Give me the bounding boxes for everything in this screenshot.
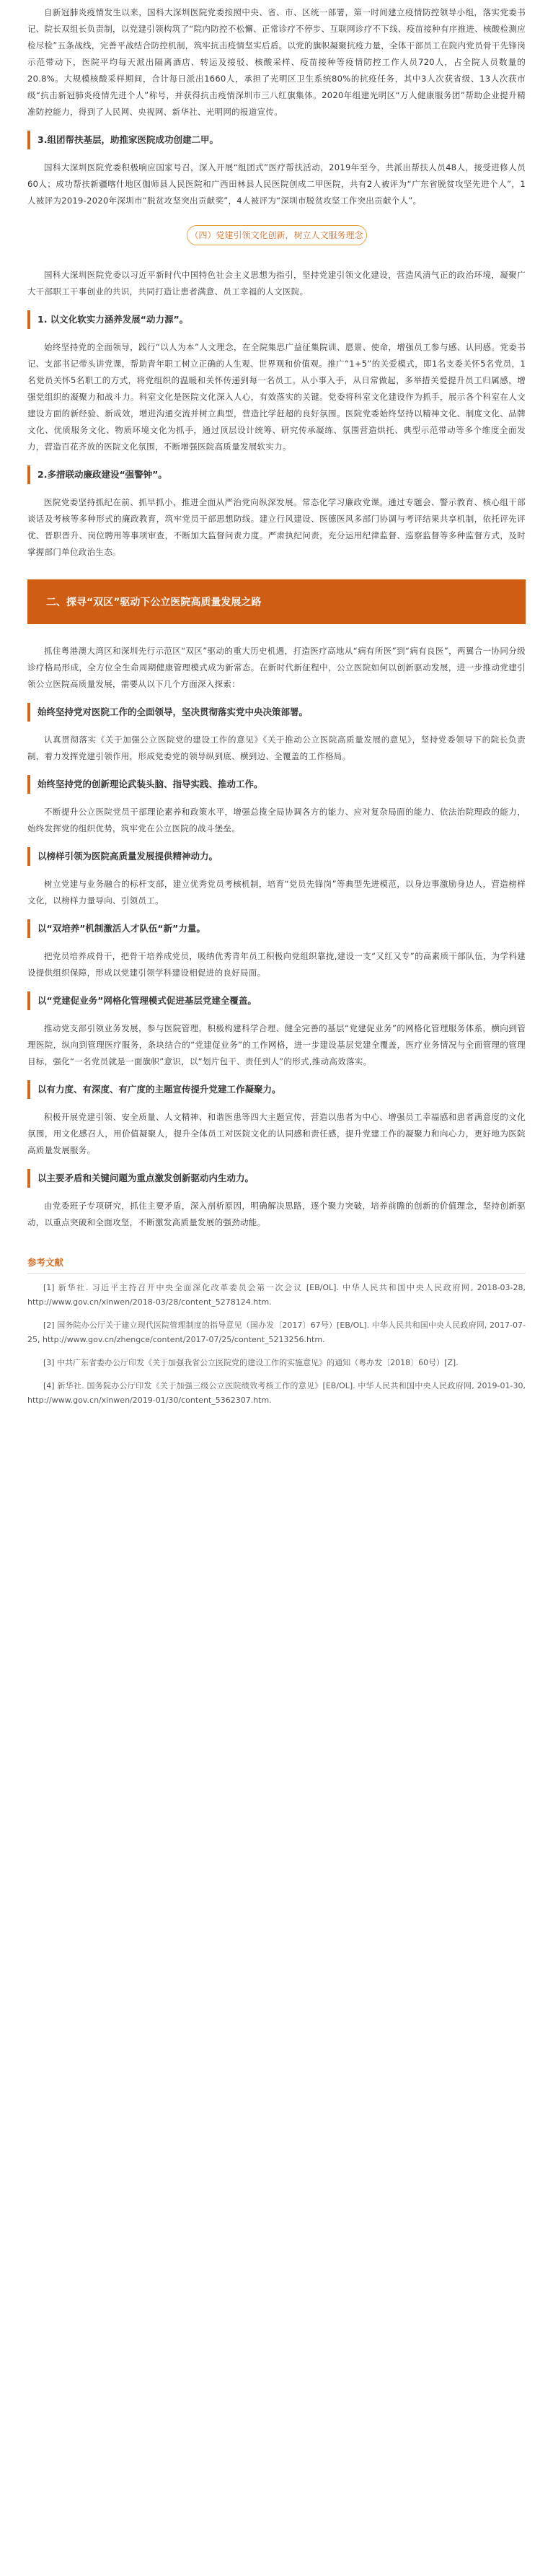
chapter-intro-paragraph: 抓住粤港澳大湾区和深圳先行示范区“双区”驱动的重大历史机遇，打造医疗高地从“病有所医”到“病有良医”，两翼合一协同分级诊疗格局形成，全方位全生命周期健康管理模式成为新常态。在新时代新征程中，公立医院如何以创新驱动发展，进一步推动党建引领公立医院高质量发展，需要从以下几个方面深入探索： <box>27 646 526 689</box>
topic-paragraph-5: 推动党支部引领业务发展，参与医院管理，积极构建科学合理、健全完善的基层“党建促业务”的网格化管理服务体系，横向到管理医院，纵向到管理医疗服务，条块结合的“党建促业务”的工作网格，进一步建设基层党建全覆盖，医疗业务情况与全面管理的管理目标，强化“一名党员就是一面旗帜”意识，以“划片包干、责任到人”的形式,推动高效落实。 <box>27 1023 526 1066</box>
subsection-pill-heading: （四）党建引领文化创新，树立人文服务理念 <box>187 225 367 245</box>
intro-paragraph: 自新冠肺炎疫情发生以来，国科大深圳医院党委按照中央、省、市、区统一部署，第一时间建立疫情防控领导小组，落实党委书记、院长双组长负责制，以党建引领构筑了“院内防控不松懈、正常诊疗不停步、互联网诊疗不下线、疫苗接种有序推进、核酸检测应检尽检”五条战线，完善平战结合防控机制，筑牢抗击疫情坚实后盾。以党的旗帜凝聚抗疫力量，全体干部员工在院内党员骨干先锋岗示范带动下，医院平均每天派出隔离酒店、转运及接驳、核酸采样、疫苗接种等疫情防控工作人员720人，占全院人员数量的20.8%。大规模核酸采样期间，合计每日派出1660人，承担了光明区卫生系统80%的抗疫任务，其中3人次获省级、13人次获市级“抗击新冠肺炎疫情先进个人”称号，并获得抗击疫情深圳市三八红旗集体。2020年组建光明区“万人健康服务团”帮助企业提升精准防控能力，得到了人民网、央视网、新华社、光明网的报道宣传。 <box>27 7 526 117</box>
culture-intro-paragraph: 国科大深圳医院党委以习近平新时代中国特色社会主义思想为指引，坚持党建引领文化建设，营造风清气正的政治环境，凝聚广大干部职工干事创业的共识，共同打造让患者满意、员工幸福的人文医院。 <box>27 270 526 297</box>
references-list <box>27 1281 526 1408</box>
section-3-heading: 3.组团帮扶基层，助推家医院成功创建二甲。 <box>27 131 526 149</box>
topic-heading-1: 始终坚持党对医院工作的全面领导，坚决贯彻落实党中央决策部署。 <box>27 703 526 722</box>
topic-heading-5: 以“党建促业务”网格化管理模式促进基层党建全覆盖。 <box>27 991 526 1010</box>
reference-item: [3] 中共广东省委办公厅印发《关于加强我省公立医院党的建设工作的实施意见》的通知（粤办发〔2018〕60号）[Z]. <box>43 1358 459 1367</box>
culture-paragraph-1: 始终坚持党的全面领导，践行“以人为本”人文理念，在全院集思广益征集院训、愿景、使命，增强员工参与感、认同感。党委书记、支部书记带头讲党课，帮助青年职工树立正确的人生观、世界观和价值观。推广“1+5”的关爱模式，即1名支委关怀5名党员，1名党员关怀5名职工的方式，将党组织的温暖和关怀传递到每一名员工。从小事入手，从日常做起，多举措关爱提升员工归属感，增强党组织的凝聚力和战斗力。科室文化是医院文化深入人心，有效落实的关键。党委将科室文化建设作为抓手，展示各个科室在人文建设方面的新经验、新成效，增进沟通交流并树立典型，营造比学赶超的良好氛围。医院党委始终坚持以精神文化、制度文化、品牌文化、优质服务文化、物质环境文化为抓手，通过顶层设计统筹、研究传承凝练、氛围营造烘托、典型示范带动等多个维度全面发力，营造百花齐放的医院文化氛围，不断增强医院高质量发展软实力。 <box>27 342 526 452</box>
reference-item: [2] 国务院办公厅关于建立现代医院管理制度的指导意见（国办发〔2017〕67号）[EB/OL]. 中华人民共和国中央人民政府网, 2017-07-25, http://www.gov.cn/zhengce/content/2017-07/25/content_5213256.htm. <box>27 1320 526 1344</box>
topic-paragraph-6: 积极开展党建引领、安全质量、人文精神、和谐医患等四大主题宣传，营造以患者为中心、增强员工幸福感和患者满意度的文化氛围，用文化感召人，用价值凝聚人，提升全体员工对医院文化的认同感和责任感，提升党建工作的凝聚力和向心力，更好地为医院高质量发展服务。 <box>27 1112 526 1155</box>
references-title: 参考文献 <box>27 1256 526 1274</box>
topic-heading-4: 以“双培养”机制激活人才队伍“新”力量。 <box>27 919 526 938</box>
chapter-banner-title: 二、探寻“双区”驱动下公立医院高质量发展之路 <box>46 597 262 608</box>
culture-heading-1: 1. 以文化软实力涵养发展“动力源”。 <box>27 310 526 329</box>
reference-item: [4] 新华社. 国务院办公厅印发《关于加强三级公立医院绩效考核工作的意见》[EB/OL]. 中华人民共和国中央人民政府网, 2019-01-30, http://www.gov.cn/xinwen/2019-01/30/content_5362307.htm. <box>27 1381 526 1405</box>
topic-paragraph-3: 树立党建与业务融合的标杆支部，建立优秀党员考核机制，培育“党员先锋岗”等典型先进模范，以身边事激励身边人，营造榜样文化，以榜样力量导向、引领员工。 <box>27 879 526 906</box>
topic-paragraph-2: 不断提升公立医院党员干部理论素养和政策水平，增强总揽全局协调各方的能力、应对复杂局面的能力、依法治院理政的能力，始终发挥党的组织优势，筑牢党在公立医院的战斗堡垒。 <box>27 807 526 833</box>
section-3-paragraph: 国科大深圳医院党委积极响应国家号召，深入开展“组团式”医疗帮扶活动，2019年至今，共派出帮扶人员48人，接受进修人员60人；成功帮扶新疆喀什地区伽师县人民医院和广西田林县人民医院创成二甲医院，共有2人被评为“广东省脱贫攻坚先进个人”，1人被评为2019-2020年深圳市“脱贫攻坚突出贡献奖”，4人被评为“深圳市脱贫攻坚工作突出贡献个人”。 <box>27 162 526 206</box>
topic-heading-7: 以主要矛盾和关键问题为重点激发创新驱动内生动力。 <box>27 1169 526 1188</box>
topic-paragraph-1: 认真贯彻落实《关于加强公立医院党的建设工作的意见》《关于推动公立医院高质量发展的意见》，坚持党委领导下的院长负责制，着力发挥党建引领作用，形成党委党的领导纵到底、横到边、全覆盖的工作格局。 <box>27 735 526 761</box>
topic-paragraph-4: 把党员培养成骨干，把骨干培养成党员，吸纳优秀青年员工积极向党组织靠拢,建设一支“又红又专”的高素质干部队伍，为学科建设提供组织保障，形成以党建引领学科建设相促进的良好局面。 <box>27 951 526 978</box>
culture-paragraph-2: 医院党委坚持抓纪在前、抓早抓小，推进全面从严治党向纵深发展。常态化学习廉政党课。通过专题会、警示教育、核心组干部谈话及考核等多种形式的廉政教育，筑牢党员干部思想防线。建立行风建设、医德医风多部门协调与考评结果共享机制，依托评先评优、晋职晋升、岗位聘用等事项审查，不断加大监督问责力度。严肃执纪问责，充分运用纪律监督、巡察监督等多种监督方式，及时掌握部门单位政治生态。 <box>27 497 526 557</box>
topic-paragraph-7: 由党委班子专项研究，抓住主要矛盾，深入剖析原因，明确解决思路，逐个聚力突破，培养前瞻的创新的价值理念，坚持创新驱动，以重点突破和全面攻坚，不断激发高质量发展的强劲动能。 <box>27 1201 526 1227</box>
article-body <box>27 0 526 1408</box>
culture-heading-2: 2.多措联动廉政建设“强警钟”。 <box>27 465 526 484</box>
chapter-banner <box>27 579 526 624</box>
topic-heading-3: 以榜样引领为医院高质量发展提供精神动力。 <box>27 847 526 866</box>
reference-item: [1] 新华社. 习近平主持召开中央全面深化改革委员会第一次会议 [EB/OL]. 中华人民共和国中央人民政府网, 2018-03-28, http://www.gov.cn/xinwen/2018-03/28/content_5278124.htm. <box>27 1283 526 1307</box>
topic-heading-6: 以有力度、有深度、有广度的主题宣传提升党建工作凝聚力。 <box>27 1080 526 1099</box>
topic-heading-2: 始终坚持党的创新理论武装头脑、指导实践、推动工作。 <box>27 775 526 794</box>
